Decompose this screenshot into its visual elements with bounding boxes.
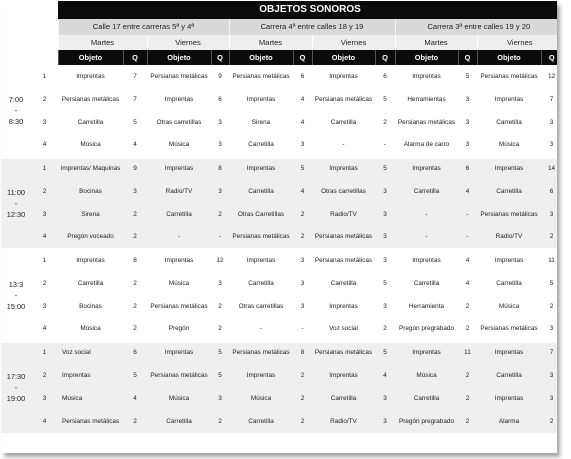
table-row xyxy=(1,180,557,203)
object-column-header: Objeto xyxy=(312,50,375,65)
quantity-cell: - xyxy=(375,134,395,157)
object-cell: Música xyxy=(395,364,458,387)
rank-number: 3 xyxy=(31,203,58,226)
quantity-cell: 2 xyxy=(293,410,312,433)
object-cell: Música xyxy=(229,387,293,410)
quantity-cell: 5 xyxy=(375,88,395,111)
rank-number: 1 xyxy=(31,157,58,180)
quantity-cell: 9 xyxy=(123,157,147,180)
object-cell: Imprentas xyxy=(58,249,123,272)
object-column-header: Objeto xyxy=(477,50,541,65)
quantity-cell: 4 xyxy=(123,134,147,157)
quantity-cell: 2 xyxy=(123,203,147,226)
object-cell: Pregón pregrabado xyxy=(395,410,458,433)
quantity-cell: 3 xyxy=(211,272,229,295)
time-slot-line: 15:00 xyxy=(6,301,26,311)
time-slot-cell xyxy=(1,157,31,249)
object-cell: Persianas metálicas xyxy=(147,295,211,318)
object-cell: Persianas metálicas xyxy=(229,226,293,249)
table-row xyxy=(1,65,557,88)
object-cell: Otras Carretillas xyxy=(229,203,293,226)
object-cell: - xyxy=(312,134,375,157)
object-cell: Imprentas xyxy=(477,387,541,410)
rank-number: 2 xyxy=(31,180,58,203)
object-cell: Voz social xyxy=(312,318,375,341)
object-cell: Imprentas xyxy=(147,341,211,364)
object-cell: Persianas metálicas xyxy=(395,111,458,134)
object-cell: Carretilla xyxy=(229,134,293,157)
quantity-cell: 5 xyxy=(375,272,395,295)
object-cell: - xyxy=(147,226,211,249)
object-cell: Imprentas xyxy=(229,88,293,111)
object-cell: Imprentas xyxy=(147,88,211,111)
quantity-cell: 7 xyxy=(541,88,557,111)
quantity-cell: 6 xyxy=(541,180,557,203)
quantity-cell: 3 xyxy=(375,387,395,410)
rank-number: 4 xyxy=(31,134,58,157)
location-header-2: Carrera 4ª entre calles 18 y 19 xyxy=(229,19,395,35)
quantity-cell: 2 xyxy=(293,364,312,387)
object-cell: Herramienta xyxy=(395,295,458,318)
object-cell: Persianas metálicas xyxy=(312,226,375,249)
object-cell: Imprentas xyxy=(395,157,458,180)
time-slot-cell xyxy=(1,341,31,433)
quantity-cell: 2 xyxy=(211,318,229,341)
object-cell: Otras carretillas xyxy=(229,295,293,318)
location-header-3: Carrera 3ª entre calles 19 y 20 xyxy=(395,19,557,35)
time-slot-line: 17:30 xyxy=(6,372,26,382)
quantity-cell: 3 xyxy=(458,111,477,134)
time-slot-line: 19:00 xyxy=(6,394,26,404)
time-slot-line: 8:30 xyxy=(8,116,24,126)
object-cell: Imprentas xyxy=(395,341,458,364)
quantity-cell: 3 xyxy=(541,111,557,134)
object-cell: Sirena xyxy=(58,203,123,226)
quantity-cell: 5 xyxy=(123,111,147,134)
quantity-cell: 3 xyxy=(375,203,395,226)
object-cell: Voz social xyxy=(58,341,123,364)
quantity-cell: 5 xyxy=(375,341,395,364)
day-header: Martes xyxy=(229,35,312,50)
qty-column-header: Q xyxy=(541,50,557,65)
object-cell: Imprentas xyxy=(312,65,375,88)
object-cell: Imprentas xyxy=(477,157,541,180)
quantity-cell: 2 xyxy=(375,318,395,341)
rank-number: 2 xyxy=(31,272,58,295)
quantity-cell: 3 xyxy=(375,410,395,433)
location-header-1: Calle 17 entre carreras 5ª y 4ª xyxy=(58,19,229,35)
object-cell: Alarma de carro xyxy=(395,134,458,157)
object-cell: Persianas metálicas xyxy=(312,341,375,364)
quantity-cell: 3 xyxy=(293,272,312,295)
object-cell: Persianas metálicas xyxy=(58,410,123,433)
object-cell: Otras carretillas xyxy=(147,111,211,134)
quantity-cell: 8 xyxy=(211,157,229,180)
quantity-cell: 3 xyxy=(541,134,557,157)
quantity-cell: 2 xyxy=(375,111,395,134)
qty-column-header: Q xyxy=(458,50,477,65)
object-cell: Radio/TV xyxy=(477,226,541,249)
quantity-cell: 8 xyxy=(123,249,147,272)
quantity-cell: 11 xyxy=(541,249,557,272)
quantity-cell: 3 xyxy=(211,180,229,203)
quantity-cell: 3 xyxy=(458,134,477,157)
rank-number: 3 xyxy=(31,295,58,318)
table-row xyxy=(1,410,557,433)
object-cell: Carretilla xyxy=(477,364,541,387)
object-cell: Carretilla xyxy=(147,410,211,433)
quantity-cell: 7 xyxy=(123,88,147,111)
table-row xyxy=(1,295,557,318)
object-cell: Carretilla xyxy=(229,410,293,433)
quantity-cell: 4 xyxy=(458,180,477,203)
quantity-cell: 2 xyxy=(123,226,147,249)
quantity-cell: 4 xyxy=(375,364,395,387)
table-row xyxy=(1,272,557,295)
object-cell: Música xyxy=(477,295,541,318)
object-cell: Carretilla xyxy=(395,180,458,203)
quantity-cell: - xyxy=(458,203,477,226)
qty-column-header: Q xyxy=(211,50,229,65)
object-cell: Música xyxy=(58,318,123,341)
table-row xyxy=(1,387,557,410)
quantity-cell: 2 xyxy=(458,364,477,387)
quantity-cell: 3 xyxy=(458,88,477,111)
quantity-cell: 3 xyxy=(541,318,557,341)
object-cell: Herramientas xyxy=(395,88,458,111)
table-row xyxy=(1,157,557,180)
quantity-cell: 3 xyxy=(211,387,229,410)
quantity-cell: 5 xyxy=(211,364,229,387)
object-cell: Otras carretillas xyxy=(312,180,375,203)
quantity-cell: 3 xyxy=(293,134,312,157)
time-slot-cell xyxy=(1,249,31,341)
quantity-cell: 7 xyxy=(123,65,147,88)
location-row xyxy=(1,19,557,35)
object-cell: Imprentas xyxy=(58,364,123,387)
quantity-cell: 3 xyxy=(293,249,312,272)
object-cell: Imprentas xyxy=(395,249,458,272)
quantity-cell: 4 xyxy=(293,88,312,111)
object-column-header: Objeto xyxy=(58,50,123,65)
object-cell: Imprentas xyxy=(147,157,211,180)
rank-number: 4 xyxy=(31,226,58,249)
quantity-cell: 3 xyxy=(123,180,147,203)
quantity-cell: 2 xyxy=(458,295,477,318)
object-cell: Radio/TV xyxy=(312,410,375,433)
object-cell: Carretilla xyxy=(477,111,541,134)
time-slot-cell xyxy=(1,65,31,157)
object-cell: Carretilla xyxy=(229,180,293,203)
rank-number: 1 xyxy=(31,65,58,88)
time-slot-line: - xyxy=(14,105,18,115)
object-cell: Imprentas xyxy=(229,364,293,387)
time-slot-line: 13:3 xyxy=(8,279,24,289)
rank-number: 1 xyxy=(31,249,58,272)
object-cell: Imprentas xyxy=(477,249,541,272)
object-cell: Carretilla xyxy=(147,203,211,226)
quantity-cell: 2 xyxy=(123,272,147,295)
day-header: Viernes xyxy=(477,35,557,50)
object-cell: - xyxy=(395,203,458,226)
quantity-cell: 3 xyxy=(375,226,395,249)
object-cell: Imprentas xyxy=(477,88,541,111)
quantity-cell: 6 xyxy=(211,88,229,111)
object-cell: Carretilla xyxy=(312,111,375,134)
quantity-cell: - xyxy=(211,226,229,249)
object-cell: Alarma xyxy=(477,410,541,433)
quantity-cell: 3 xyxy=(293,295,312,318)
quantity-cell: 2 xyxy=(458,387,477,410)
quantity-cell: 4 xyxy=(458,272,477,295)
object-cell: Música xyxy=(147,134,211,157)
quantity-cell: 2 xyxy=(293,387,312,410)
rank-number: 2 xyxy=(31,364,58,387)
quantity-cell: 4 xyxy=(458,249,477,272)
quantity-cell: 2 xyxy=(211,295,229,318)
object-cell: Bocinas xyxy=(58,295,123,318)
object-cell: Persianas metálicas xyxy=(58,88,123,111)
quantity-cell: 3 xyxy=(211,134,229,157)
day-header: Viernes xyxy=(312,35,395,50)
sound-objects-sheet xyxy=(1,1,557,453)
object-cell: Música xyxy=(58,387,123,410)
table-row xyxy=(1,111,557,134)
quantity-cell: 12 xyxy=(541,65,557,88)
object-cell: Persianas metálicas xyxy=(477,318,541,341)
object-cell: Imprentas xyxy=(229,157,293,180)
quantity-cell: 2 xyxy=(458,410,477,433)
day-header: Viernes xyxy=(147,35,229,50)
day-row xyxy=(1,35,557,50)
object-cell: Música xyxy=(477,134,541,157)
object-cell: Radio/TV xyxy=(147,180,211,203)
object-cell: Música xyxy=(147,387,211,410)
object-column-header: Objeto xyxy=(395,50,458,65)
quantity-cell: 5 xyxy=(123,364,147,387)
time-slot-line: - xyxy=(14,383,18,393)
object-cell: Carretilla xyxy=(58,111,123,134)
rank-number: 2 xyxy=(31,88,58,111)
quantity-cell: 14 xyxy=(541,157,557,180)
quantity-cell: 4 xyxy=(293,111,312,134)
quantity-cell: 3 xyxy=(541,364,557,387)
table-body xyxy=(1,1,557,433)
quantity-cell: 7 xyxy=(541,341,557,364)
time-slot-line: 12:30 xyxy=(6,209,26,219)
object-cell: Carretilla xyxy=(312,387,375,410)
table-row xyxy=(1,249,557,272)
rank-number: 4 xyxy=(31,410,58,433)
rank-number: 1 xyxy=(31,341,58,364)
quantity-cell: 5 xyxy=(211,341,229,364)
quantity-cell: 3 xyxy=(375,249,395,272)
quantity-cell: 5 xyxy=(293,157,312,180)
quantity-cell: 6 xyxy=(375,65,395,88)
time-slot-line: - xyxy=(14,198,18,208)
object-cell: Persianas metálicas xyxy=(312,88,375,111)
object-cell: Persianas metálicas xyxy=(229,341,293,364)
time-slot-line: 7:00 xyxy=(8,94,24,104)
table-row xyxy=(1,318,557,341)
object-cell: Persianas metálicas xyxy=(229,65,293,88)
object-cell: Carretilla xyxy=(477,180,541,203)
table-row xyxy=(1,203,557,226)
quantity-cell: 5 xyxy=(375,157,395,180)
quantity-cell: 9 xyxy=(211,65,229,88)
quantity-cell: - xyxy=(293,318,312,341)
column-header-row xyxy=(1,50,557,65)
quantity-cell: 3 xyxy=(541,203,557,226)
time-slot-line: 11:00 xyxy=(7,187,25,197)
quantity-cell: 2 xyxy=(293,226,312,249)
table-row xyxy=(1,226,557,249)
quantity-cell: 2 xyxy=(541,295,557,318)
rank-number: 3 xyxy=(31,387,58,410)
object-column-header: Objeto xyxy=(229,50,293,65)
object-cell: Radio/TV xyxy=(312,203,375,226)
object-cell: Carretilla xyxy=(229,272,293,295)
object-cell: Persianas metálicas xyxy=(312,249,375,272)
object-cell: Carretilla xyxy=(312,272,375,295)
qty-column-header: Q xyxy=(293,50,312,65)
quantity-cell: - xyxy=(458,226,477,249)
sound-objects-table xyxy=(1,1,557,433)
object-cell: Carretilla xyxy=(477,272,541,295)
table-row xyxy=(1,134,557,157)
quantity-cell: 2 xyxy=(211,410,229,433)
quantity-cell: 12 xyxy=(211,249,229,272)
object-cell: Imprentas xyxy=(58,65,123,88)
rank-number: 4 xyxy=(31,318,58,341)
rank-number: 3 xyxy=(31,111,58,134)
quantity-cell: 6 xyxy=(458,157,477,180)
object-cell: Imprentas/ Maquinas xyxy=(58,157,123,180)
quantity-cell: 2 xyxy=(123,295,147,318)
object-cell: - xyxy=(395,226,458,249)
table-row xyxy=(1,364,557,387)
quantity-cell: 2 xyxy=(541,410,557,433)
object-cell: Música xyxy=(147,272,211,295)
quantity-cell: 6 xyxy=(123,341,147,364)
object-cell: Imprentas xyxy=(477,341,541,364)
quantity-cell: 2 xyxy=(293,203,312,226)
quantity-cell: 6 xyxy=(293,65,312,88)
quantity-cell: 3 xyxy=(375,295,395,318)
quantity-cell: 5 xyxy=(458,65,477,88)
quantity-cell: 3 xyxy=(375,180,395,203)
quantity-cell: 8 xyxy=(293,341,312,364)
quantity-cell: 3 xyxy=(211,111,229,134)
day-header: Martes xyxy=(395,35,477,50)
object-cell: Persianas metálicas xyxy=(147,364,211,387)
object-cell: Carretilla xyxy=(58,272,123,295)
quantity-cell: 2 xyxy=(211,203,229,226)
object-cell: Pregón voceado xyxy=(58,226,123,249)
time-slot-line: - xyxy=(14,290,18,300)
object-cell: Imprentas xyxy=(395,65,458,88)
qty-column-header: Q xyxy=(375,50,395,65)
object-cell: Persianas metálicas xyxy=(147,65,211,88)
object-column-header: Objeto xyxy=(147,50,211,65)
object-cell: Pregón pregrabado xyxy=(395,318,458,341)
quantity-cell: 2 xyxy=(458,318,477,341)
table-row xyxy=(1,88,557,111)
quantity-cell: 2 xyxy=(541,226,557,249)
quantity-cell: 4 xyxy=(123,387,147,410)
quantity-cell: 3 xyxy=(541,387,557,410)
object-cell: Imprentas xyxy=(147,249,211,272)
qty-column-header: Q xyxy=(123,50,147,65)
object-cell: Persianas metálicas xyxy=(477,203,541,226)
table-row xyxy=(1,341,557,364)
object-cell: Imprentas xyxy=(229,249,293,272)
object-cell: Carretilla xyxy=(395,387,458,410)
quantity-cell: 4 xyxy=(293,180,312,203)
object-cell: - xyxy=(229,318,293,341)
quantity-cell: 11 xyxy=(458,341,477,364)
object-cell: Persianas metálicas xyxy=(477,65,541,88)
quantity-cell: 2 xyxy=(123,410,147,433)
quantity-cell: 2 xyxy=(123,318,147,341)
table-title: OBJETOS SONOROS xyxy=(58,1,557,19)
object-cell: Bocinas xyxy=(58,180,123,203)
title-row xyxy=(1,1,557,19)
day-header: Martes xyxy=(58,35,147,50)
quantity-cell: 5 xyxy=(541,272,557,295)
object-cell: Imprentas xyxy=(312,157,375,180)
object-cell: Música xyxy=(58,134,123,157)
object-cell: Imprentas xyxy=(312,295,375,318)
object-cell: Sirena xyxy=(229,111,293,134)
object-cell: Pregón xyxy=(147,318,211,341)
object-cell: Carretilla xyxy=(395,272,458,295)
object-cell: Imprentas xyxy=(312,364,375,387)
